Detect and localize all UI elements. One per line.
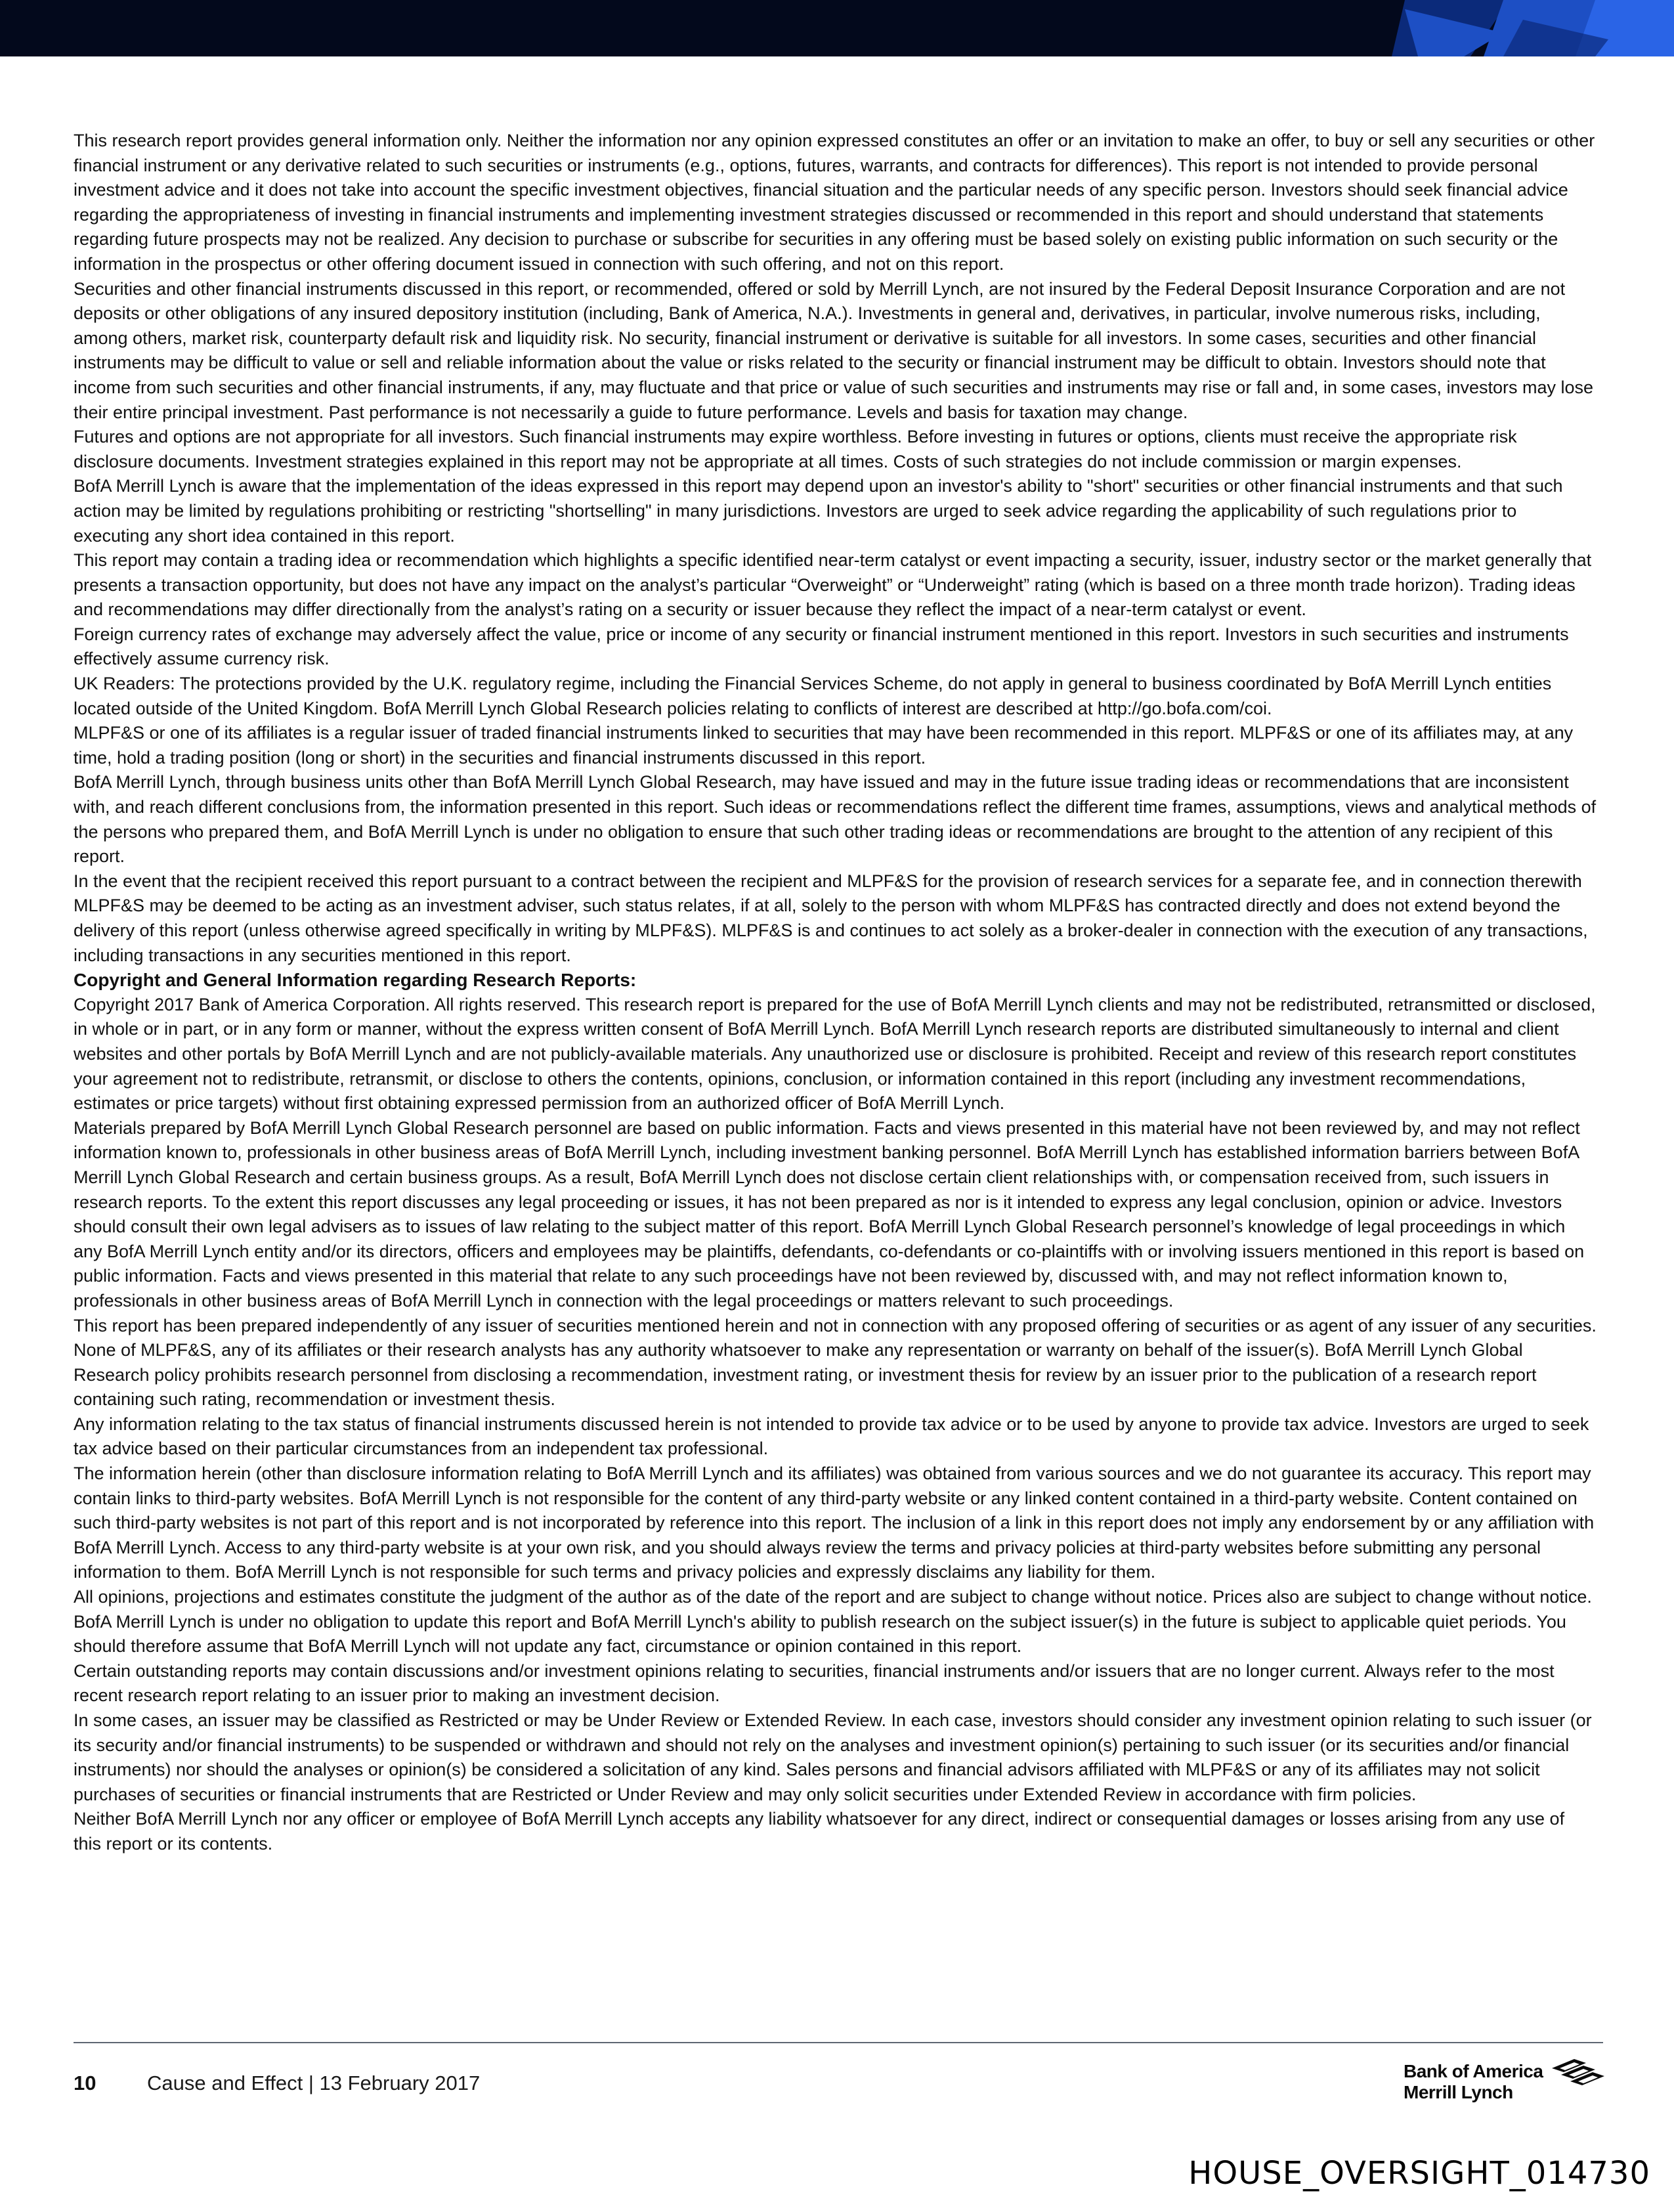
logo-line-1: Bank of America	[1404, 2061, 1543, 2081]
copyright-paragraph: Copyright 2017 Bank of America Corporation. All rights reserved. This research report is prepared for the use of BofA Merrill Lynch clients and may not be redistributed, retransmitted or disclosed, in whole or in part, or in any form or manner, without the express written consent of BofA Merrill Lynch. BofA Merrill Lynch research reports are distributed simultaneously to internal and client websites and other portals by BofA Merrill Lynch and are not publicly-available materials. Any unauthorized use or disclosure is prohibited. Receipt and review of this research report constitutes your agreement not to redistribute, retransmit, or disclose to others the contents, opinions, conclusion, or information contained in this report (including any investment recommendations, estimates or price targets) without first obtaining expressed permission from an authorized officer of BofA Merrill Lynch.	[74, 994, 1596, 1114]
disclosure-paragraph: Securities and other financial instruments discussed in this report, or recommended, offered or sold by Merrill Lynch, are not insured by the Federal Deposit Insurance Corporation and are not deposits or other obligations of any insured depository institution (including, Bank of America, N.A.). Investments in general and, derivatives, in particular, involve numerous risks, including, among others, market risk, counterparty default risk and liquidity risk. No security, financial instrument or derivative is suitable for all investors. In some cases, securities and other financial instruments may be difficult to value or sell and reliable information about the value or risks related to the security or financial instrument may be difficult to obtain. Investors should note that income from such securities and other financial instruments, if any, may fluctuate and that price or value of such securities and instruments may rise or fall and, in some cases, investors may lose their entire principal investment. Past performance is not necessarily a guide to future performance. Levels and basis for taxation may change.	[74, 278, 1594, 422]
copyright-paragraph: Materials prepared by BofA Merrill Lynch Global Research personnel are based on public information. Facts and views presented in this material have not been reviewed by, and may not reflect information known to, professionals in other business areas of BofA Merrill Lynch, including investment banking personnel. BofA Merrill Lynch has established information barriers between BofA Merrill Lynch Global Research and certain business groups. As a result, BofA Merrill Lynch does not disclose certain client relationships with, or compensation received from, such issuers in research reports. To the extent this report discusses any legal proceeding or issues, it has not been prepared as nor is it intended to express any legal conclusion, opinion or advice. Investors should consult their own legal advisers as to issues of law relating to the subject matter of this report. BofA Merrill Lynch Global Research personnel’s knowledge of legal proceedings in which any BofA Merrill Lynch entity and/or its directors, officers and employees may be plaintiffs, defendants, co-defendants or co-plaintiffs with or involving issuers mentioned in this report is based on public information. Facts and views presented in this material that relate to any such proceedings have not been reviewed by, discussed with, and may not reflect information known to, professionals in other business areas of BofA Merrill Lynch in connection with the legal proceedings or matters relevant to such proceedings.	[74, 1117, 1585, 1311]
disclosure-paragraph: Foreign currency rates of exchange may adversely affect the value, price or income of any security or financial instrument mentioned in this report. Investors in such securities and instruments effectively assume currency risk.	[74, 624, 1569, 669]
copyright-paragraph: Certain outstanding reports may contain discussions and/or investment opinions relating to securities, financial instruments and/or issuers that are no longer current. Always refer to the most recent research report relating to an issuer prior to making an investment decision.	[74, 1660, 1555, 1706]
disclosure-paragraph: Futures and options are not appropriate for all investors. Such financial instruments may expire worthless. Before investing in futures or options, clients must receive the appropriate risk disclosure documents. Investment strategies explained in this report may not be appropriate at all times. Costs of such strategies do not include commission or margin expenses.	[74, 427, 1517, 471]
header-chevron-graphic	[1306, 0, 1674, 56]
copyright-paragraph: All opinions, projections and estimates constitute the judgment of the author as of the date of the report and are subject to change without notice. Prices also are subject to change without notice. BofA Merrill Lynch is under no obligation to update this report and BofA Merrill Lynch's ability to publish research on the subject issuer(s) in the future is subject to applicable quiet periods. You should therefore assume that BofA Merrill Lynch will not update any fact, circumstance or opinion contained in this report.	[74, 1587, 1592, 1657]
bates-number: HOUSE_OVERSIGHT_014730	[1188, 2155, 1650, 2192]
disclosure-paragraph: MLPF&S or one of its affiliates is a regular issuer of traded financial instruments linked to securities that may have been recommended in this report. MLPF&S or one of its affiliates may, at any time, hold a trading position (long or short) in the securities and financial instruments discussed in this report.	[74, 723, 1574, 768]
disclosure-paragraph: In the event that the recipient received this report pursuant to a contract between the recipient and MLPF&S for the provision of research services for a separate fee, and in connection therewith MLPF&S may be deemed to be acting as an investment adviser, such status relates, if at all, solely to the person with whom MLPF&S has contracted directly and does not extend beyond the delivery of this report (unless otherwise agreed specifically in writing by MLPF&S). MLPF&S is and continues to act solely as a broker-dealer in connection with the execution of any transactions, including transactions in any securities mentioned in this report.	[74, 871, 1588, 965]
copyright-paragraph: Neither BofA Merrill Lynch nor any officer or employee of BofA Merrill Lynch accepts any liability whatsoever for any direct, indirect or consequential damages or losses arising from any use of this report or its contents.	[74, 1809, 1565, 1854]
copyright-paragraph: Any information relating to the tax status of financial instruments discussed herein is not intended to provide tax advice or to be used by anyone to provide tax advice. Investors are urged to seek tax advice based on their particular circumstances from an independent tax professional.	[74, 1414, 1589, 1459]
copyright-paragraph: The information herein (other than disclosure information relating to BofA Merrill Lynch and its affiliates) was obtained from various sources and we do not guarantee its accuracy. This report may contain links to third-party websites. BofA Merrill Lynch is not responsible for the content of any third-party website or any linked content contained in a third-party website. Content contained on such third-party websites is not part of this report and is not incorporated by reference into this report. The inclusion of a link in this report does not imply any endorsement by or any affiliation with BofA Merrill Lynch. Access to any third-party website is at your own risk, and you should always review the terms and privacy policies at third-party websites before submitting any personal information to them. BofA Merrill Lynch is not responsible for such terms and privacy policies and expressly disclaims any liability for them.	[74, 1464, 1595, 1582]
logo-line-2: Merrill Lynch	[1404, 2082, 1513, 2102]
disclosure-paragraph: This research report provides general information only. Neither the information nor any opinion expressed constitutes an offer or an invitation to make an offer, to buy or sell any securities or other financial instrument or any derivative related to such securities or instruments (e.g., options, futures, warrants, and contracts for differences). This report is not intended to provide personal investment advice and it does not take into account the specific investment objectives, financial situation and the particular needs of any specific person. Investors should seek financial advice regarding the appropriateness of investing in financial instruments and implementing investment strategies discussed or recommended in this report and should understand that statements regarding future prospects may not be realized. Any decision to purchase or subscribe for securities in any offering must be based solely on existing public information on such security or the information in the prospectus or other offering document issued in connection with such offering, and not on this report.	[74, 131, 1595, 274]
copyright-heading: Copyright and General Information regarding Research Reports:	[74, 970, 637, 991]
disclosure-body	[74, 129, 1597, 1857]
footer-divider	[74, 2042, 1603, 2043]
page-number: 10	[74, 2071, 97, 2094]
disclosure-paragraph: BofA Merrill Lynch, through business units other than BofA Merrill Lynch Global Research, may have issued and may in the future issue trading ideas or recommendations that are inconsistent with, and reach different conclusions from, the information presented in this report. Such ideas or recommendations reflect the different time frames, assumptions, views and analytical methods of the persons who prepared them, and BofA Merrill Lynch is under no obligation to ensure that such other trading ideas or recommendations are brought to the attention of any recipient of this report.	[74, 772, 1597, 867]
report-title-date: Cause and Effect | 13 February 2017	[147, 2071, 481, 2094]
disclosure-paragraph: This report may contain a trading idea or recommendation which highlights a specific identified near-term catalyst or event impacting a security, issuer, industry sector or the market generally that presents a transaction opportunity, but does not have any impact on the analyst’s particular “Overweight” or “Underweight” rating (which is based on a three month trade horizon). Trading ideas and recommendations may differ directionally from the analyst’s rating on a security or issuer because they reflect the impact of a near-term catalyst or event.	[74, 550, 1592, 620]
copyright-paragraph: This report has been prepared independently of any issuer of securities mentioned herein and not in connection with any proposed offering of securities or as agent of any issuer of any securities. None of MLPF&S, any of its affiliates or their research analysts has any authority whatsoever to make any representation or warranty on behalf of the issuer(s). BofA Merrill Lynch Global Research policy prohibits research personnel from disclosing a recommendation, investment rating, or investment thesis for review by an issuer prior to the publication of a research report containing such rating, recommendation or investment thesis.	[74, 1315, 1597, 1410]
disclosure-paragraph: UK Readers: The protections provided by the U.K. regulatory regime, including the Financial Services Scheme, do not apply in general to business coordinated by BofA Merrill Lynch entities located outside of the United Kingdom. BofA Merrill Lynch Global Research policies relating to conflicts of interest are described at http://go.bofa.com/coi.	[74, 674, 1552, 718]
bank-of-america-merrill-lynch-logo	[1404, 2056, 1607, 2109]
header-band	[0, 0, 1674, 56]
disclosure-paragraph: BofA Merrill Lynch is aware that the implementation of the ideas expressed in this report may depend upon an investor's ability to "short" securities or other financial instruments and that such action may be limited by regulations prohibiting or restricting "shortselling" in many jurisdictions. Investors are urged to seek advice regarding the applicability of such regulations prior to executing any short idea contained in this report.	[74, 476, 1563, 546]
copyright-paragraph: In some cases, an issuer may be classified as Restricted or may be Under Review or Extended Review. In each case, investors should consider any investment opinion relating to such issuer (or its security and/or financial instruments) to be suspended or withdrawn and should not rely on the analyses and investment opinion(s) pertaining to such issuer (or its securities and/or financial instruments) nor should the analyses or opinion(s) be considered a solicitation of any kind. Sales persons and financial advisors affiliated with MLPF&S or any of its affiliates may not solicit purchases of securities or financial instruments that are Restricted or Under Review and may only solicit securities under Extended Review in accordance with firm policies.	[74, 1710, 1592, 1804]
flag-icon	[1552, 2059, 1606, 2085]
